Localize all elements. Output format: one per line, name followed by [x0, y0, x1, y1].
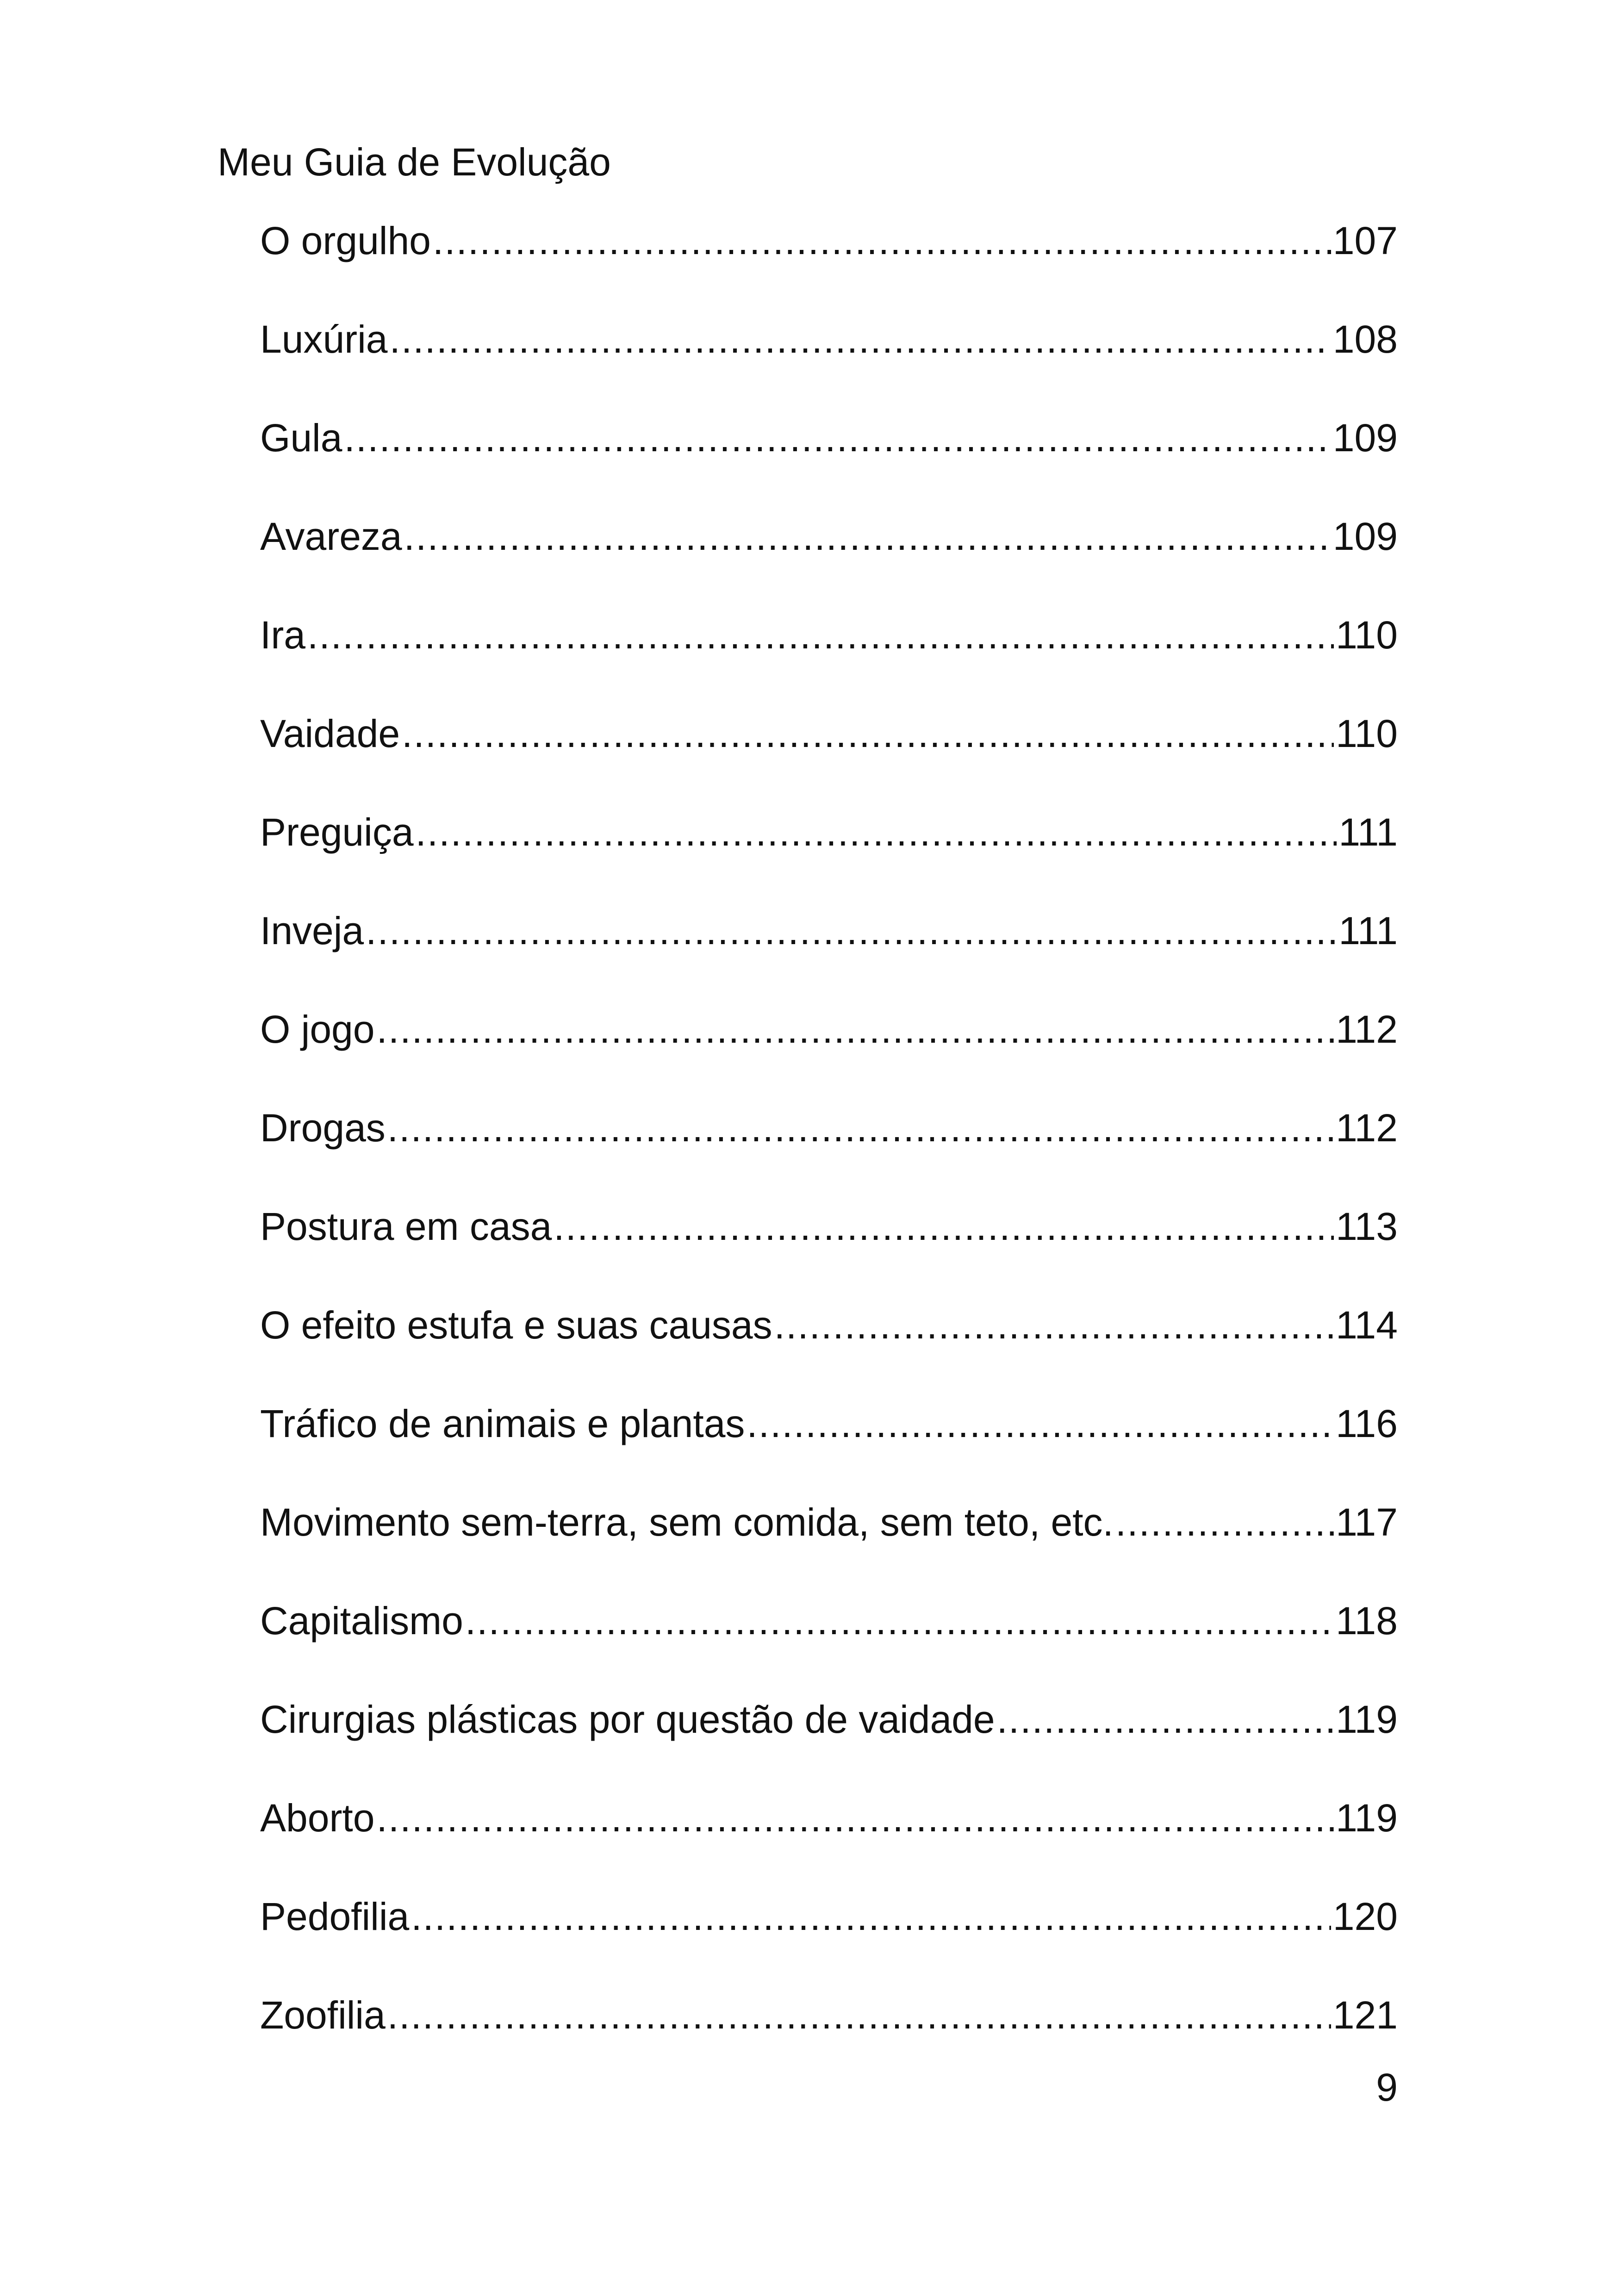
dot-leader [465, 1593, 1334, 1649]
toc-entry [260, 1297, 1398, 1396]
dot-leader [554, 1199, 1334, 1254]
toc-entry-title: Tráfico de animais e plantas [260, 1402, 745, 1445]
toc-entry-title: Drogas [260, 1106, 386, 1150]
page-number: 9 [1376, 2066, 1398, 2109]
toc-entry-title: O orgulho [260, 219, 431, 262]
toc-entry-page: 117 [1336, 1500, 1398, 1544]
toc-entry-title: Postura em casa [260, 1205, 552, 1248]
toc-entry-title: Avareza [260, 515, 402, 558]
toc-entry [260, 1790, 1398, 1889]
dot-leader [366, 903, 1337, 958]
toc-entry [260, 509, 1398, 607]
dot-leader [404, 509, 1331, 564]
running-header: Meu Guia de Evolução [218, 140, 611, 184]
toc-entry [260, 804, 1398, 903]
toc-entry [260, 1987, 1398, 2086]
dot-leader [1115, 1494, 1334, 1550]
toc-entry-page: 109 [1332, 515, 1398, 558]
toc-entry-title: O efeito estufa e suas causas [260, 1303, 772, 1347]
dot-leader [377, 1002, 1334, 1057]
toc-entry-page: 110 [1336, 613, 1398, 657]
toc-entry-title: Ira [260, 613, 306, 657]
toc-entry-title: Inveja [260, 909, 364, 952]
toc-entry-title: Preguiça [260, 810, 414, 854]
toc-entry-page: 111 [1338, 810, 1398, 854]
toc-entry-page: 121 [1332, 1993, 1398, 2037]
toc-entry-page: 112 [1336, 1106, 1398, 1150]
toc-entry-page: 114 [1336, 1303, 1398, 1347]
toc-entry [260, 213, 1398, 311]
toc-entry-page: 110 [1336, 712, 1398, 755]
toc-entry-title: Luxúria [260, 317, 388, 361]
dot-leader [344, 410, 1331, 466]
toc-entry-page: 112 [1336, 1008, 1398, 1051]
dot-leader [774, 1297, 1334, 1353]
toc-entry [260, 1100, 1398, 1199]
toc-entry-page: 118 [1336, 1599, 1398, 1643]
toc-entry [260, 1692, 1398, 1790]
toc-entry-title: Cirurgias plásticas por questão de vaidade [260, 1698, 995, 1741]
toc-entry-page: 107 [1332, 219, 1398, 262]
toc-entry [260, 410, 1398, 509]
toc-entry-title: Zoofilia [260, 1993, 386, 2037]
dot-leader [390, 311, 1331, 367]
table-of-contents [260, 213, 1398, 2086]
toc-entry [260, 1396, 1398, 1494]
toc-entry-page: 119 [1336, 1796, 1398, 1840]
toc-entry-page: 108 [1332, 317, 1398, 361]
toc-entry-title: Capitalismo [260, 1599, 463, 1643]
toc-entry [260, 1889, 1398, 1987]
dot-leader [377, 1790, 1334, 1846]
toc-entry-title: Pedofilia [260, 1895, 410, 1938]
toc-entry-title: Gula [260, 416, 342, 460]
dot-leader [402, 706, 1334, 761]
dot-leader [307, 607, 1334, 663]
toc-entry-title: O jogo [260, 1008, 375, 1051]
dot-leader [387, 1100, 1334, 1156]
dot-leader [747, 1396, 1334, 1451]
toc-entry-page: 113 [1336, 1205, 1398, 1248]
toc-entry-title: Aborto [260, 1796, 375, 1840]
toc-entry-page: 111 [1338, 909, 1398, 952]
toc-entry-page: 120 [1332, 1895, 1398, 1938]
toc-entry [260, 903, 1398, 1002]
dot-leader [411, 1889, 1331, 1944]
toc-entry-page: 116 [1336, 1402, 1398, 1445]
toc-entry [260, 1199, 1398, 1297]
toc-entry [260, 1002, 1398, 1100]
dot-leader [433, 213, 1331, 268]
dot-leader [997, 1692, 1334, 1747]
dot-leader [387, 1987, 1331, 2043]
toc-entry [260, 1494, 1398, 1593]
toc-entry-page: 119 [1336, 1698, 1398, 1741]
toc-entry [260, 706, 1398, 804]
toc-entry [260, 311, 1398, 410]
toc-entry-page: 109 [1332, 416, 1398, 460]
toc-entry [260, 607, 1398, 706]
toc-entry-title: Movimento sem-terra, sem comida, sem teto, etc. [260, 1500, 1114, 1544]
toc-entry [260, 1593, 1398, 1692]
dot-leader [416, 804, 1337, 860]
toc-entry-title: Vaidade [260, 712, 400, 755]
